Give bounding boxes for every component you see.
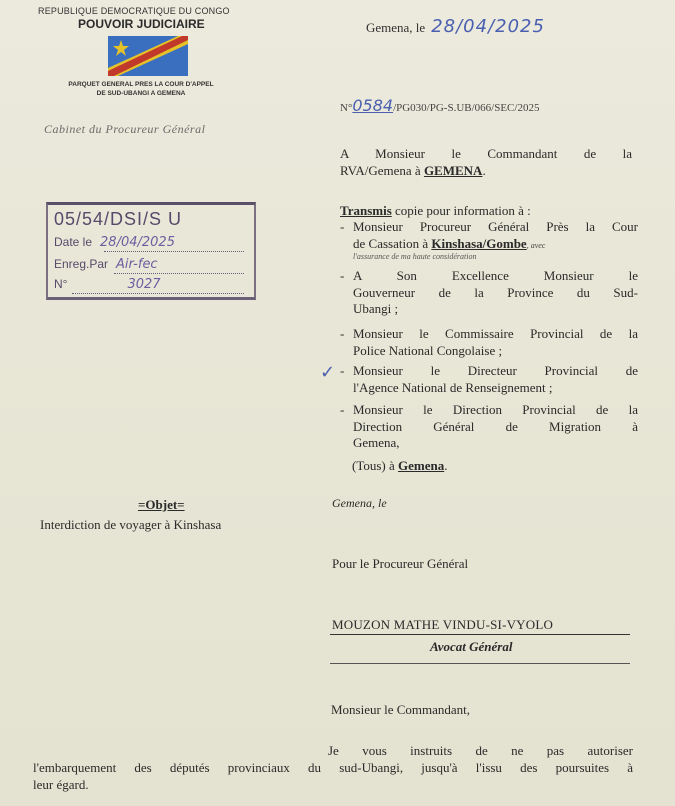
body-line-3: leur égard.: [33, 777, 89, 792]
list-dash: -: [340, 402, 345, 417]
addressee-city: GEMENA: [423, 163, 483, 178]
recipient-tail-note: , avec: [526, 240, 546, 250]
parquet-line-2: DE SUD-UBANGI A GEMENA: [96, 90, 186, 97]
transmis-label: Transmis: [340, 203, 392, 218]
recipient-line-text: de Cassation à: [353, 235, 432, 251]
addressee-line-2: RVA/Gemena à GEMENA.: [340, 163, 486, 178]
transmis-rest: copie pour information à :: [391, 203, 531, 218]
recipient-line: A Son Excellence Monsieur le: [353, 268, 638, 283]
objet-heading-text: =Objet=: [138, 497, 185, 512]
republic-header: REPUBLIQUE DEMOCRATIQUE DU CONGO: [38, 6, 230, 16]
drc-flag-icon: [108, 36, 188, 76]
signature-bottom-rule: [330, 663, 630, 664]
addressee-line-1: A Monsieur le Commandant de la: [340, 146, 632, 161]
closing-place: Gemena, le: [332, 496, 387, 510]
recipient-line: Gemena,: [353, 435, 400, 450]
pouvoir-judiciaire-header: POUVOIR JUDICIAIRE: [78, 17, 205, 31]
list-dash: -: [340, 326, 345, 341]
stamp-num-label: N°: [54, 277, 68, 291]
signatory-name: MOUZON MATHE VINDU-SI-VYOLO: [332, 617, 554, 632]
stamp-num-value: 3027: [127, 277, 161, 292]
objet-heading: [138, 497, 185, 513]
signatory-title: Avocat Général: [430, 639, 513, 654]
stamp-date-label: Date le: [54, 235, 93, 249]
recipient-line: Monsieur le Directeur Provincial de: [353, 363, 638, 378]
tous-suffix: .: [444, 458, 448, 473]
stamp-date-value: 28/04/2025: [100, 235, 175, 250]
recipient-line: Direction Général de Migration à: [353, 418, 638, 434]
tous-prefix: (Tous) à: [352, 458, 399, 473]
date-line: [366, 16, 545, 37]
recipient-item: [340, 219, 638, 261]
parquet-header: [56, 80, 226, 98]
reference-number: [340, 96, 539, 115]
body-line-1: Je vous instruits de ne pas autoriser: [328, 743, 633, 758]
date-place: Gemena, le: [366, 20, 426, 35]
stamp-date-row: [54, 235, 175, 250]
recipient-item: [340, 268, 638, 318]
recipient-line: Monsieur le Commissaire Provincial de la: [353, 326, 638, 341]
recipient-line: Monsieur Procureur Général Près la Cour: [353, 219, 638, 234]
tous-line: [352, 458, 448, 474]
addressee-prefix: RVA/Gemena à: [340, 163, 424, 178]
objet-text: Interdiction de voyager à Kinshasa: [40, 517, 222, 532]
body-line-2: l'embarquement des députés provinciaux du sud-Ubangi, jusqu'à l'issu des poursuites à: [33, 760, 633, 775]
signature-underline: [330, 634, 630, 635]
recipient-line: l'Agence National de Renseignement ;: [353, 379, 553, 395]
recipient-item: [340, 363, 638, 396]
date-handwritten: 28/04/2025: [431, 16, 545, 37]
stamp-enreg-value: Air-fec: [116, 257, 158, 272]
list-dash: -: [340, 363, 345, 378]
checkmark-icon: ✓: [320, 362, 336, 383]
recipient-note: l'assurance de ma haute considération: [353, 252, 477, 261]
reference-handwritten-number: 0584: [352, 96, 394, 115]
parquet-line-1: PARQUET GENERAL PRES LA COUR D'APPEL: [68, 81, 214, 88]
recipient-line: Ubangi ;: [353, 301, 399, 316]
list-dash: -: [340, 268, 345, 283]
stamp-enreg-underline: [114, 273, 244, 274]
reference-prefix: N°: [340, 102, 353, 114]
stamp-date-underline: [104, 251, 244, 252]
salutation: Monsieur le Commandant,: [331, 702, 471, 717]
recipient-item: [340, 326, 638, 359]
pour-procureur: Pour le Procureur Général: [332, 556, 469, 571]
stamp-code: 05/54/DSI/S U: [54, 209, 183, 229]
recipient-line: [353, 236, 638, 253]
stamp-num-row: [54, 277, 161, 292]
recipient-item: [340, 402, 638, 452]
recipient-line: Gouverneur de la Province du Sud-: [353, 284, 638, 300]
tous-city: Gemena: [398, 458, 445, 473]
list-dash: -: [340, 219, 345, 234]
cabinet-title: Cabinet du Procureur Général: [44, 122, 206, 136]
recipient-line: Police National Congolaise ;: [353, 342, 503, 358]
transmis-heading: [340, 203, 531, 219]
reference-suffix: /PG030/PG-S.UB/066/SEC/2025: [393, 102, 540, 114]
recipient-line: Monsieur le Direction Provincial de la: [353, 402, 638, 417]
recipient-city: Kinshasa/Gombe: [431, 235, 527, 251]
registration-stamp: [46, 202, 256, 300]
stamp-enreg-row: [54, 257, 158, 272]
stamp-enreg-label: Enreg.Par: [54, 257, 109, 271]
stamp-num-underline: [72, 293, 244, 294]
